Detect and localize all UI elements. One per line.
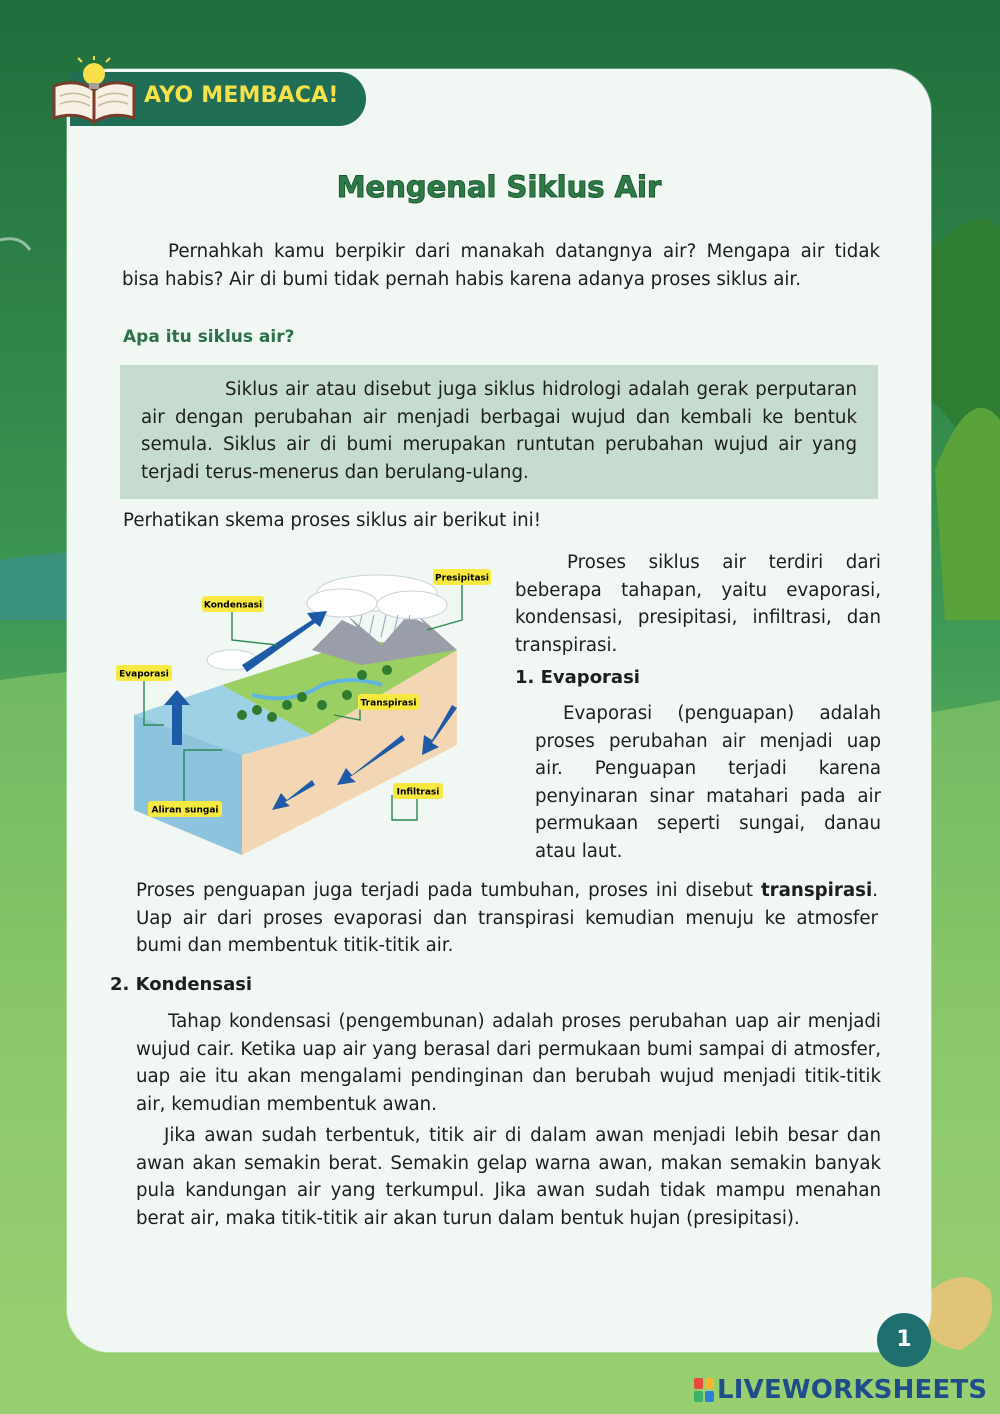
- svg-text:Presipitasi: Presipitasi: [435, 573, 489, 584]
- label-aliran-sungai: [148, 801, 222, 817]
- stages-intro-paragraph: Proses siklus air terdiri dari beberapa tahapan, yaitu evaporasi, kondensasi, presipitasi, infiltrasi, dan transpirasi.: [515, 552, 881, 656]
- liveworksheets-logo[interactable]: [693, 1373, 987, 1407]
- kondensasi-paragraph-1: Tahap kondensasi (pengembunan) adalah proses perubahan uap air menjadi wujud cair. Ketika uap air yang berasal dari permukaan bumi sampai di atmosfer, uap aie itu akan mengalami pendinginan dan berubah wujud menjadi titik-titik air, kemudian membentuk awan.: [136, 1011, 881, 1115]
- label-evaporasi: [116, 665, 172, 681]
- label-transpirasi: [358, 694, 419, 710]
- open-book-lightbulb-icon: [46, 56, 141, 126]
- question-heading: Apa itu siklus air?: [123, 327, 295, 347]
- transpirasi-paragraph: [136, 877, 878, 960]
- svg-text:Infiltrasi: Infiltrasi: [396, 787, 440, 798]
- svg-text:Aliran sungai: Aliran sungai: [151, 805, 219, 816]
- transpirasi-text-after: . Uap air dari proses evaporasi dan transpirasi kemudian menuju ke atmosfer bumi dan membentuk titik-titik air.: [136, 880, 878, 956]
- banner-label: AYO MEMBACA!: [144, 83, 339, 108]
- transpirasi-term: transpirasi: [760, 880, 873, 901]
- page-title: Mengenal Siklus Air: [336, 170, 662, 204]
- evaporasi-heading: 1. Evaporasi: [515, 667, 640, 688]
- svg-text:Kondensasi: Kondensasi: [203, 600, 263, 611]
- liveworksheets-wordmark: LIVEWORKSHEETS: [717, 1375, 988, 1405]
- label-kondensasi: [202, 596, 264, 612]
- label-infiltrasi: [393, 783, 443, 799]
- evaporasi-paragraph: Evaporasi (penguapan) adalah proses perubahan air menjadi uap air. Penguapan terjadi karena penyinaran sinar matahari pada air permukaan seperti sungai, danau atau laut.: [535, 703, 881, 862]
- kondensasi-paragraph-2: Jika awan sudah terbentuk, titik air di dalam awan menjadi lebih besar dan awan akan semakin berat. Semakin gelap warna awan, makan semakin banyak pula kandungan air yang terkumpul. Jika awan sudah tidak mampu menahan berat air, maka titik-titik air akan turun dalam bentuk hujan (presipitasi).: [136, 1125, 881, 1229]
- water-cycle-diagram: [112, 565, 500, 863]
- intro-paragraph: Pernahkah kamu berpikir dari manakah datangnya air? Mengapa air tidak bisa habis? Air di bumi tidak pernah habis karena adanya proses siklus air.: [122, 241, 880, 290]
- svg-text:Transpirasi: Transpirasi: [360, 698, 417, 709]
- liveworksheets-icon: [693, 1377, 715, 1403]
- label-presipitasi: [433, 569, 491, 585]
- svg-text:Evaporasi: Evaporasi: [119, 669, 169, 680]
- instruction-text: Perhatikan skema proses siklus air berikut ini!: [123, 510, 542, 531]
- definition-paragraph: Siklus air atau disebut juga siklus hidrologi adalah gerak perputaran air dengan perubahan air menjadi berbagai wujud dan kembali ke bentuk semula. Siklus air di bumi merupakan runtutan perubahan wujud air yang terjadi terus-menerus dan berulang-ulang.: [141, 379, 857, 483]
- page-number-badge: 1: [877, 1313, 931, 1367]
- kondensasi-heading: 2. Kondensasi: [110, 974, 253, 995]
- transpirasi-text-before: Proses penguapan juga terjadi pada tumbuhan, proses ini disebut: [136, 880, 761, 901]
